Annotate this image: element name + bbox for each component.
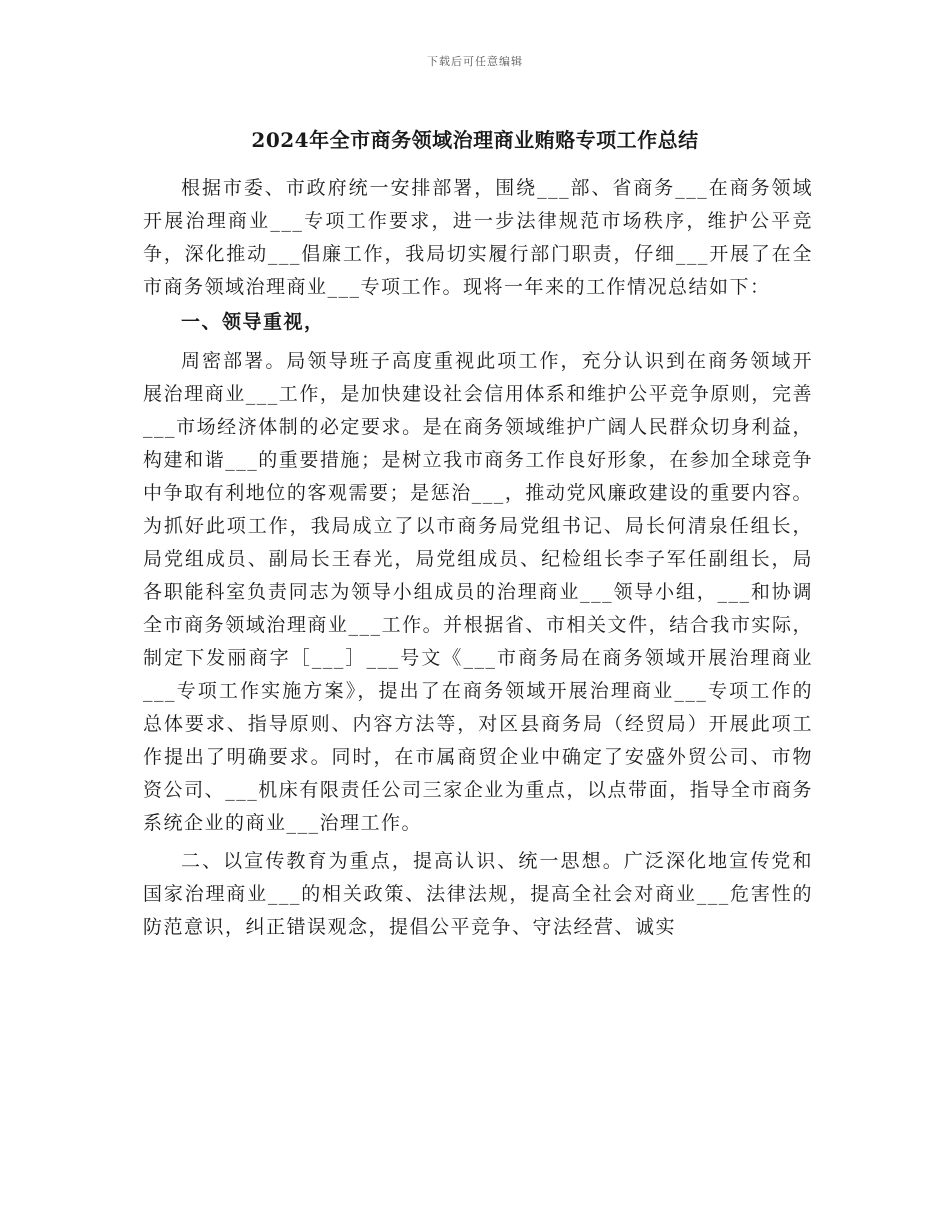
section-heading-1: 一、领导重视， [181, 311, 325, 333]
section-2-paragraph: 二、以宣传教育为重点，提高认识、统一思想。广泛深化地宣传党和国家治理商业___的相关政策、法律法规，提高全社会对商业___危害性的防范意识，纠正错误观念，提倡公平竞争、守法经营、诚实 [143, 850, 813, 938]
document-title: 2024年全市商务领域治理商业贿赂专项工作总结 [251, 128, 699, 152]
intro-paragraph: 根据市委、市政府统一安排部署，围绕___部、省商务___在商务领域开展治理商业___专项工作要求，进一步法律规范市场秩序，维护公平竞争，深化推动___倡廉工作，我局切实履行部门职责，仔细___开展了在全市商务领域治理商业___专项工作。现将一年来的工作情况总结如下： [143, 177, 813, 298]
header-note: 下载后可任意编辑 [427, 55, 523, 68]
section-1-paragraph: 周密部署。局领导班子高度重视此项工作，充分认识到在商务领域开展治理商业___工作，是加快建设社会信用体系和维护公平竞争原则，完善___市场经济体制的必定要求。是在商务领域维护广阔人民群众切身利益，构建和谐___的重要措施；是树立我市商务工作良好形象，在参加全球竞争中争取有利地位的客观需要；是惩治___，推动党风廉政建设的重要内容。为抓好此项工作，我局成立了以市商务局党组书记、局长何清泉任组长，局党组成员、副局长王春光，局党组成员、纪检组长李子军任副组长，局各职能科室负责同志为领导小组成员的治理商业___领导小组，___和协调全市商务领域治理商业___工作。并根据省、市相关文件，结合我市实际，制定下发丽商字［___］___号文《___市商务局在商务领域开展治理商业___专项工作实施方案》，提出了在商务领域开展治理商业___专项工作的总体要求、指导原则、内容方法等，对区县商务局（经贸局）开展此项工作提出了明确要求。同时，在市属商贸企业中确定了安盛外贸公司、市物资公司、___机床有限责任公司三家企业为重点，以点带面，指导全市商务系统企业的商业___治理工作。 [143, 350, 813, 834]
document-body [143, 172, 813, 944]
